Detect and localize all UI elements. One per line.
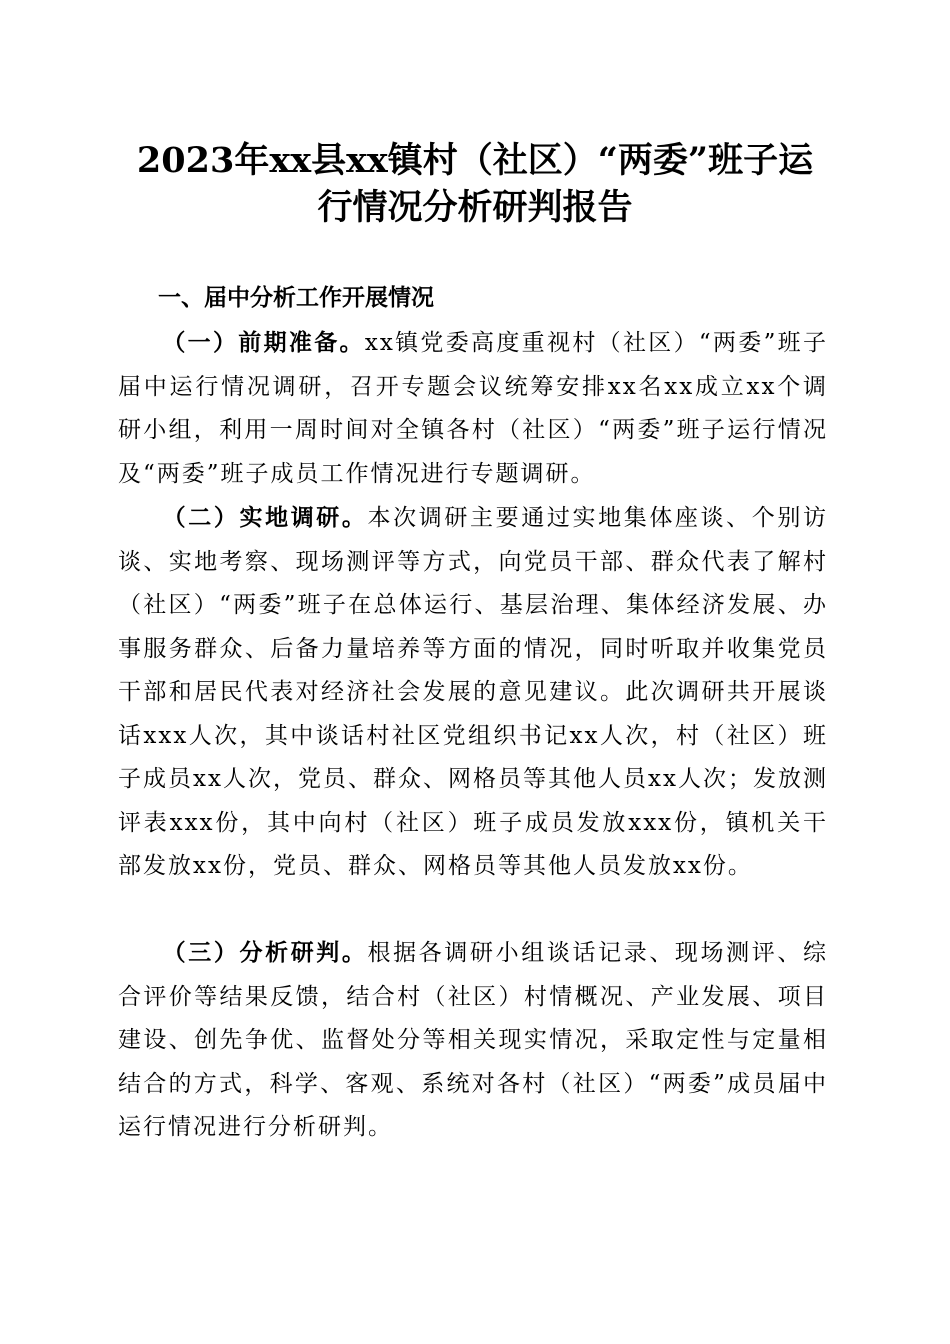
document-title-line-2: 行情况分析研判报告 xyxy=(317,187,633,228)
paragraph-field-research xyxy=(118,497,828,889)
paragraph-preparation xyxy=(118,322,828,496)
paragraph-lead: （一）前期准备。 xyxy=(162,330,365,356)
paragraph-lead: （二）实地调研。 xyxy=(162,505,368,531)
section-heading: 一、届中分析工作开展情况 xyxy=(158,285,434,311)
paragraph-text: 根据各调研小组谈话记录、现场测评、综合评价等结果反馈，结合村（社区）村情概况、产业发展、项目建设、创先争优、监督处分等相关现实情况，采取定性与定量相结合的方式，科学、客观、系统对各村（社区）“两委”成员届中运行情况进行分析研判。 xyxy=(118,940,829,1140)
document-title-line-1: 2023年xx县xx镇村（社区）“两委”班子运 xyxy=(136,140,814,181)
paragraph-analysis xyxy=(118,932,828,1150)
paragraph-lead: （三）分析研判。 xyxy=(162,940,368,966)
paragraph-text: xx镇党委高度重视村（社区）“两委”班子届中运行情况调研，召开专题会议统筹安排xx名xx成立xx个调研小组，利用一周时间对全镇各村（社区）“两委”班子运行情况及“两委”班子成员工作情况进行专题调研。 xyxy=(118,330,828,487)
paragraph-text: 本次调研主要通过实地集体座谈、个别访谈、实地考察、现场测评等方式，向党员干部、群众代表了解村（社区）“两委”班子在总体运行、基层治理、集体经济发展、办事服务群众、后备力量培养等方面的情况，同时听取并收集党员干部和居民代表对经济社会发展的意见建议。此次调研共开展谈话xxx人次，其中谈话村社区党组织书记xx人次，村（社区）班子成员xx人次，党员、群众、网格员等其他人员xx人次；发放测评表xxx份，其中向村（社区）班子成员发放xxx份，镇机关干部发放xx份，党员、群众、网格员等其他人员发放xx份。 xyxy=(118,505,829,879)
